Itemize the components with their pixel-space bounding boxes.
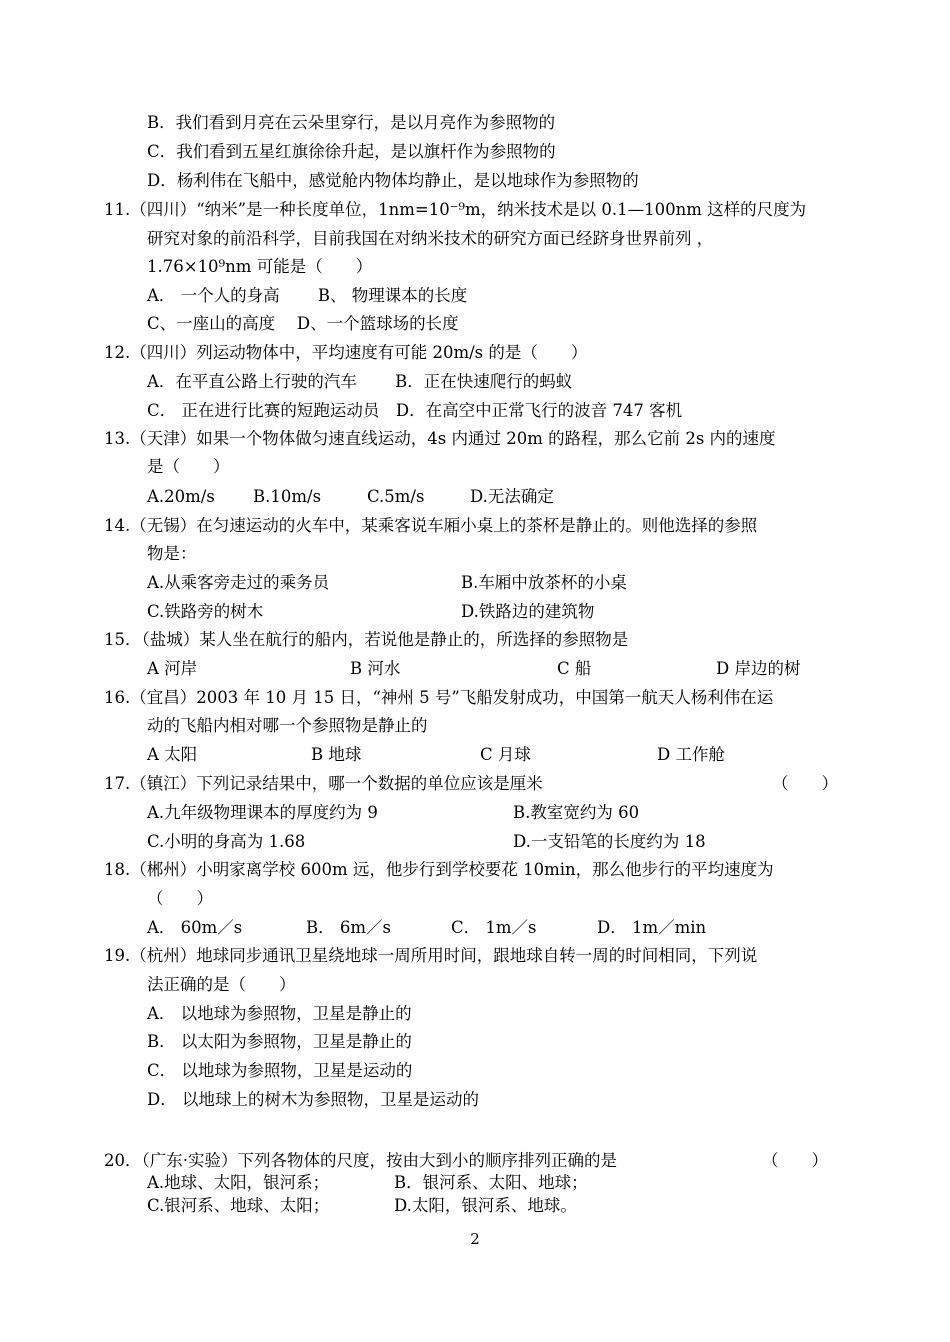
q14-stem-line1: 14.（无锡）在匀速运动的火车中，某乘客说车厢小桌上的茶杯是静止的。则他选择的参照 — [104, 516, 758, 535]
q19-option-d: D． 以地球上的树木为参照物，卫星是运动的 — [147, 1090, 479, 1109]
q16-option-d: D 工作舱 — [657, 745, 725, 764]
q11-options-cd: C、一座山的高度 D、一个篮球场的长度 — [147, 314, 459, 333]
q17-option-c: C.小明的身高为 1.68 — [147, 832, 306, 851]
q19-stem-line1: 19.（杭州）地球同步通讯卫星绕地球一周所用时间，跟地球自转一周的时间相同，下列说 — [104, 946, 758, 965]
q18-option-a: A． 60m／s — [147, 918, 243, 937]
q18-stem-line1: 18.（郴州）小明家离学校 600m 远，他步行到学校要花 10min，那么他步行的平均速度为 — [104, 860, 774, 879]
q20-stem: 20．（广东·实验）下列各物体的尺度，按由大到小的顺序排列正确的是 — [104, 1151, 617, 1170]
q13-option-b: B.10m/s — [253, 487, 322, 506]
q18-option-d: D． 1m／min — [597, 918, 707, 937]
q11-stem-line2: 研究对象的前沿科学，目前我国在对纳米技术的研究方面已经跻身世界前列 ， — [147, 229, 714, 248]
q15-option-d: D 岸边的树 — [716, 659, 801, 678]
q14-option-c: C.铁路旁的树木 — [147, 602, 264, 621]
q17-stem: 17.（镇江）下列记录结果中，哪一个数据的单位应该是厘米 — [104, 774, 543, 793]
q20-option-b: B．银河系、太阳、地球； — [394, 1173, 588, 1192]
q15-option-b: B 河水 — [350, 659, 401, 678]
q10-option-d: D．杨利伟在飞船中，感觉舱内物体均静止，是以地球作为参照物的 — [147, 171, 639, 190]
q12-options-cd: C． 正在进行比赛的短跑运动员 D．在高空中正常飞行的波音 747 客机 — [147, 401, 683, 420]
q19-option-a: A． 以地球为参照物，卫星是静止的 — [147, 1004, 412, 1023]
q13-option-d: D.无法确定 — [470, 487, 554, 506]
q16-stem-line2: 动的飞船内相对哪一个参照物是静止的 — [147, 716, 428, 735]
q12-stem: 12.（四川）列运动物体中，平均速度有可能 20m/s 的是（ ） — [104, 343, 588, 362]
q20-option-c: C.银河系、地球、太阳； — [147, 1196, 330, 1215]
q19-stem-line2: 法正确的是（ ） — [147, 975, 296, 994]
q18-option-c: C． 1m／s — [451, 918, 537, 937]
q18-stem-line2: （ ） — [147, 889, 213, 908]
q14-option-d: D.铁路边的建筑物 — [461, 602, 595, 621]
q13-option-c: C.5m/s — [367, 487, 425, 506]
q13-stem-line1: 13.（天津）如果一个物体做匀速直线运动，4s 内通过 20m 的路程，那么它前 2s 内的速度 — [104, 429, 776, 448]
q16-option-b: B 地球 — [311, 745, 362, 764]
q17-option-d: D.一支铅笔的长度约为 18 — [513, 832, 706, 851]
q10-option-c: C．我们看到五星红旗徐徐升起，是以旗杆作为参照物的 — [147, 142, 556, 161]
q20-option-d: D.太阳，银河系、地球。 — [394, 1196, 577, 1215]
q13-stem-line2: 是（ ） — [147, 457, 230, 476]
q14-option-b: B.车厢中放茶杯的小桌 — [461, 573, 627, 592]
q19-option-b: B． 以太阳为参照物，卫星是静止的 — [147, 1032, 412, 1051]
q17-answer-paren: （ ） — [772, 774, 838, 793]
q13-option-a: A.20m/s — [147, 487, 215, 506]
q20-answer-paren: （ ） — [762, 1151, 828, 1170]
q15-stem: 15．（盐城）某人坐在航行的船内，若说他是静止的，所选择的参照物是 — [104, 630, 629, 649]
q11-options-ab: A． 一个人的身高 B、 物理课本的长度 — [147, 286, 468, 305]
q15-option-c: C 船 — [557, 659, 592, 678]
q15-option-a: A 河岸 — [147, 659, 198, 678]
q17-option-a: A.九年级物理课本的厚度约为 9 — [147, 803, 378, 822]
q17-option-b: B.教室宽约为 60 — [513, 803, 640, 822]
q14-stem-line2: 物是： — [147, 544, 197, 563]
q16-option-a: A 太阳 — [147, 745, 198, 764]
q10-option-b: B．我们看到月亮在云朵里穿行，是以月亮作为参照物的 — [147, 113, 556, 132]
q11-stem-line3: 1.76×10⁹nm 可能是（ ） — [147, 257, 373, 276]
q20-option-a: A.地球、太阳，银河系； — [147, 1173, 330, 1192]
q14-option-a: A.从乘客旁走过的乘务员 — [147, 573, 330, 592]
page-number: 2 — [470, 1230, 480, 1248]
q16-option-c: C 月球 — [480, 745, 531, 764]
q16-stem-line1: 16.（宜昌）2003 年 10 月 15 日，“神州 5 号”飞船发射成功，中国第一航天人杨利伟在运 — [104, 688, 774, 707]
q19-option-c: C． 以地球为参照物，卫星是运动的 — [147, 1061, 413, 1080]
q18-option-b: B． 6m／s — [306, 918, 391, 937]
q11-stem-line1: 11.（四川）“纳米”是一种长度单位，1nm=10⁻⁹m，纳米技术是以 0.1—100nm 这样的尺度为 — [104, 200, 807, 219]
q12-options-ab: A．在平直公路上行驶的汽车 B．正在快速爬行的蚂蚁 — [147, 372, 573, 391]
